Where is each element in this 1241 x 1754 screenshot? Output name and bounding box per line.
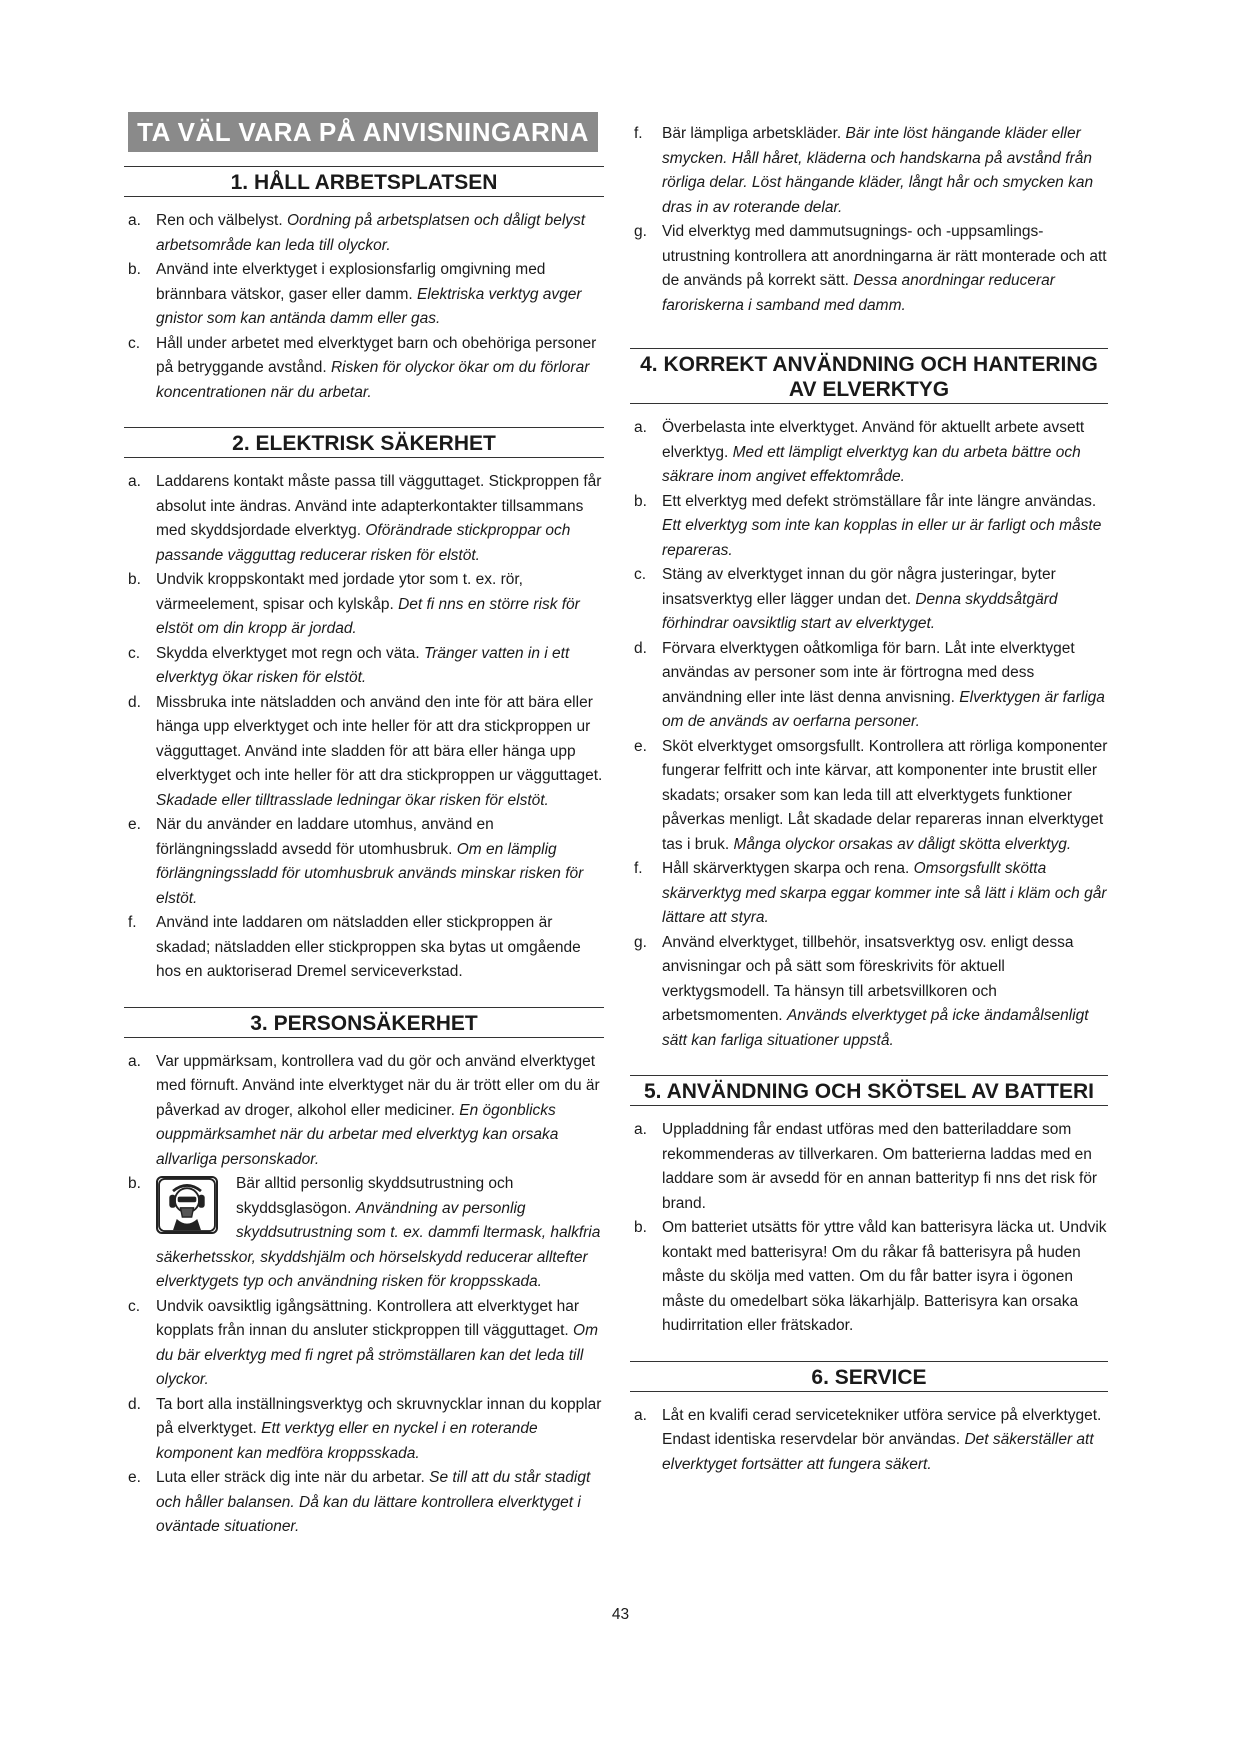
- section-title-3: 3. PERSONSÄKERHET: [124, 1007, 604, 1038]
- list-item: f. Använd inte laddaren om nätsladden eller stickproppen är skadad; nätsladden eller stickproppen ska bytas ut omgående hos en auktoriserad Dremel serviceverkstad.: [128, 914, 581, 980]
- list-item: d. Ta bort alla inställningsverktyg och skruvnycklar innan du kopplar på elverktyget. Ett verktyg eller en nyckel i en roterande komponent kan medföra kroppsskada.: [128, 1395, 602, 1462]
- protective-gear-icon: [156, 1176, 218, 1234]
- list-item: f. Håll skärverktygen skarpa och rena. Omsorgsfullt skötta skärverktyg med skarpa eggar kommer inte så lätt i kläm och går lättare att styra.: [634, 860, 1107, 926]
- section-title-4: 4. KORREKT ANVÄNDNING OCH HANTERING AV ELVERKTYG: [630, 348, 1108, 404]
- main-title: TA VÄL VARA PÅ ANVISNINGARNA: [128, 112, 598, 152]
- list-item: b. Bär alltid personlig skyddsutrustning och skyddsglasögon. Användning av personlig skyddsutrustning som t. ex. dammfi ltermask, halkfria säkerhetsskor, skyddshjälm och hörselskydd reducerar alltefter elverktygets typ och användning risken för kroppsskada.: [128, 1175, 601, 1290]
- section-5-list: [630, 1118, 1108, 1339]
- list-item: c. Undvik oavsiktlig igångsättning. Kontrollera att elverktyget har kopplats från innan du ansluter stickproppen till vägguttaget. Om du bär elverktyg med fi ngret på strömställaren kan det leda till olyckor.: [128, 1297, 599, 1388]
- left-column: [124, 112, 604, 1540]
- list-item: c. Stäng av elverktyget innan du gör några justeringar, byter insatsverktyg eller lägger undan det. Denna skyddsåtgärd förhindrar oavsiktlig start av elverktyget.: [634, 566, 1058, 632]
- section-6-list: [630, 1404, 1108, 1478]
- list-item: d. Förvara elverktygen oåtkomliga för barn. Låt inte elverktyget användas av personer som inte är förtrogna med dess användning eller inte läst denna anvisning. Elverktygen är farliga om de används av oerfarna personer.: [634, 639, 1105, 730]
- list-item: a. Uppladdning får endast utföras med den batteriladdare som rekommenderas av tillverkaren. Om batterierna laddas med en laddare som är avsedd för en annan batterityp fi nns det risk för brand.: [634, 1121, 1098, 1212]
- list-item: a. Överbelasta inte elverktyget. Använd för aktuellt arbete avsett elverktyg. Med ett lämpligt elverktyg kan du arbeta bättre och säkrare inom angivet effektområde.: [634, 419, 1085, 485]
- list-item: e. Luta eller sträck dig inte när du arbetar. Se till att du står stadigt och håller balansen. Då kan du lättare kontrollera elverktyget i oväntade situationer.: [128, 1469, 591, 1535]
- list-item: g. Använd elverktyget, tillbehör, insatsverktyg osv. enligt dessa anvisningar och på sätt som föreskrivits för aktuell verktygsmodell. Ta hänsyn till arbetsvillkoren och arbetsmomenten. Används elverktyget på icke ändamålsenligt sätt kan farliga situationer uppstå.: [634, 933, 1089, 1049]
- page-number: 43: [611, 1606, 630, 1623]
- list-item: a. Ren och välbelyst. Oordning på arbetsplatsen och dåligt belyst arbetsområde kan leda till olyckor.: [128, 212, 586, 254]
- list-item: f. Bär lämpliga arbetskläder. Bär inte löst hängande kläder eller smycken. Håll håret, kläderna och handskarna på avstånd från rörliga delar. Löst hängande kläder, långt hår och smycken kan dras in av roterande delar.: [634, 125, 1094, 216]
- list-item: b. Ett elverktyg med defekt strömställare får inte längre användas. Ett elverktyg som inte kan kopplas in eller ur är farligt och måste repareras.: [634, 492, 1102, 559]
- list-item: b. Undvik kroppskontakt med jordade ytor som t. ex. rör, värmeelement, spisar och kylskåp. Det fi nns en större risk för elstöt om din kropp är jordad.: [128, 571, 580, 637]
- list-item: d. Missbruka inte nätsladden och använd den inte för att bära eller hänga upp elverktyget och inte heller för att dra stickproppen ur vägguttaget. Använd inte sladden för att bära eller hänga upp elverktyget och inte heller för att dra stickproppen ur vägguttaget. Skadade eller tilltrasslade ledningar ökar risken för elstöt.: [128, 693, 603, 809]
- list-item: c. Skydda elverktyget mot regn och väta. Tränger vatten in i ett elverktyg ökar risken för elstöt.: [128, 644, 570, 686]
- section-2-list: [124, 470, 604, 985]
- section-3-list: [124, 1050, 604, 1540]
- section-title-5: 5. ANVÄNDNING OCH SKÖTSEL AV BATTERI: [630, 1075, 1108, 1106]
- list-item: c. Håll under arbetet med elverktyget barn och obehöriga personer på betryggande avstånd. Risken för olyckor ökar om du förlorar koncentrationen när du arbetar.: [128, 334, 597, 401]
- right-column: [630, 122, 1108, 1477]
- list-item: a. Var uppmärksam, kontrollera vad du gör och använd elverktyget med förnuft. Använd inte elverktyget när du är trött eller om du är påverkad av droger, alkohol eller mediciner. En ögonblicks ouppmärksamhet när du arbetar med elverktyg kan orsaka allvarliga personskador.: [128, 1052, 600, 1168]
- list-item: e. När du använder en laddare utomhus, använd en förlängningssladd avsedd för utomhusbruk. Om en lämplig förlängningssladd för utomhusbruk används minskar risken för elstöt.: [128, 816, 584, 907]
- list-item: a. Laddarens kontakt måste passa till vägguttaget. Stickproppen får absolut inte ändras. Använd inte adapterkontakter tillsammans med skyddsjordade elverktyg. Oförändrade stickproppar och passande vägguttag reducerar risken för elstöt.: [128, 473, 602, 564]
- section-1-list: [124, 209, 604, 405]
- list-item: a. Låt en kvalifi cerad servicetekniker utföra service på elverktyget. Endast identiska reservdelar bör användas. Det säkerställer att elverktyget fortsätter att fungera säkert.: [634, 1406, 1102, 1473]
- ppe-icon: [156, 1176, 224, 1236]
- section-3-continued-list: [630, 122, 1108, 318]
- section-title-6: 6. SERVICE: [630, 1361, 1108, 1392]
- list-item: g. Vid elverktyg med dammutsugnings- och -uppsamlings-utrustning kontrollera att anordningarna är rätt monterade och att de används på korrekt sätt. Dessa anordningar reducerar faroriskerna i samband med damm.: [634, 223, 1107, 314]
- list-item: b. Använd inte elverktyget i explosionsfarlig omgivning med brännbara vätskor, gaser eller damm. Elektriska verktyg avger gnistor som kan antända damm eller gas.: [128, 261, 582, 327]
- section-title-2: 2. ELEKTRISK SÄKERHET: [124, 427, 604, 458]
- section-4-list: [630, 416, 1108, 1053]
- list-item: e. Sköt elverktyget omsorgsfullt. Kontrollera att rörliga komponenter fungerar felfritt och inte kärvar, att komponenter inte brustit eller skadats; orsaker som kan leda till att elverktygets funktioner påverkas menligt. Låt skadade delar repareras innan elverktyget tas i bruk. Många olyckor orsakas av dåligt skötta elverktyg.: [634, 737, 1108, 853]
- section-title-1: 1. HÅLL ARBETSPLATSEN: [124, 166, 604, 197]
- list-item: b. Om batteriet utsätts för yttre våld kan batterisyra läcka ut. Undvik kontakt med batterisyra! Om du råkar få batterisyra på huden måste du skölja med vatten. Om du får batter isyra i ögonen måste du omedelbart söka läkarhjälp. Batterisyra kan orsaka hudirritation eller frätskador.: [634, 1219, 1107, 1334]
